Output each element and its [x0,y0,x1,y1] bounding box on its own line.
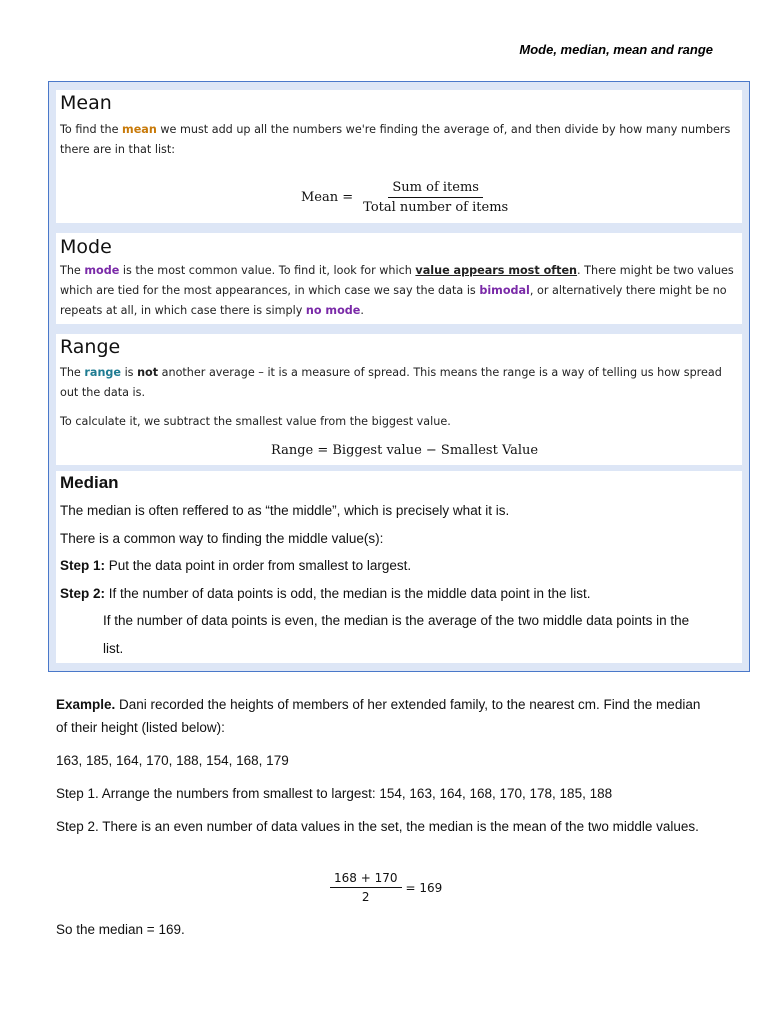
range-formula: Range = Biggest value − Smallest Value [271,443,539,458]
median-card [56,471,742,663]
example-label: Example. [56,697,116,712]
mean-formula-numerator: Sum of items [388,180,483,198]
mode-keyword-no-mode: no mode [305,304,361,317]
mode-text-5: . [360,304,364,317]
example-conclusion: So the median = 169. [56,922,185,937]
median-step-1-label: Step 1: [60,558,106,573]
median-step-2-label: Step 2: [60,585,106,601]
example-step-1: Step 1. Arrange the numbers from smallest to largest: 154, 163, 164, 168, 170, 178, 185, 188 [56,786,613,801]
range-description [60,363,742,403]
example-data: 163, 185, 164, 170, 188, 154, 168, 179 [56,753,289,768]
mode-heading: Mode [60,236,112,258]
mean-text-1: To find the [60,123,123,136]
mode-keyword-value-appears-most-often: value appears most often [415,264,578,277]
median-calculation-denominator: 2 [361,890,370,904]
document-header-title: Mode, median, mean and range [519,42,713,57]
mode-keyword-bimodal: bimodal [479,284,530,297]
median-calculation-numerator: 168 + 170 [330,871,402,888]
mode-text-1: The [60,264,85,277]
mean-formula [301,180,512,215]
median-step-2-text: If the number of data points is odd, the median is the middle data point in the list. [105,585,591,601]
mode-card [56,233,742,324]
range-text-3: another average – it is a measure of spread. This means the range is a way of telling us how spread out the data is. [60,366,722,399]
median-paragraph-1: The median is often reffered to as “the middle”, which is precisely what it is. [60,503,510,518]
example-intro [56,693,706,739]
median-heading: Median [60,473,119,492]
mean-description [60,120,742,160]
median-calculation-result: = 169 [405,880,443,895]
median-step-2 [60,580,742,608]
median-calculation-fraction [330,871,402,904]
mode-text-3: . There might be two values which are tied for the most appearances, in which case we say the data is [60,264,734,297]
mode-text-4: , or alternatively there might be no repeats at all, in which case there is simply [60,284,727,317]
median-step-1 [60,552,742,580]
range-text-1: The [60,366,85,379]
example-step-2: Step 2. There is an even number of data values in the set, the median is the mean of the two middle values. [56,819,699,834]
median-step-1-text: Put the data point in order from smallest to largest. [105,558,412,573]
median-calculation [330,871,442,904]
mode-keyword: mode [84,264,120,277]
mean-formula-lhs: Mean = [301,190,354,205]
range-heading: Range [60,336,121,358]
mean-keyword: mean [122,123,157,136]
range-text-2: is [121,366,138,379]
example-text: Dani recorded the heights of members of her extended family, to the nearest cm. Find the median of their height (listed below): [56,697,701,735]
range-calculation-text: To calculate it, we subtract the smallest value from the biggest value. [60,415,451,428]
median-paragraph-2: There is a common way to finding the middle value(s): [60,530,384,546]
mean-formula-fraction [359,180,512,215]
mean-formula-denominator: Total number of items [363,200,509,215]
mean-heading: Mean [60,92,112,114]
mode-text-2: is the most common value. To find it, look for which [119,264,416,277]
median-step-2-even: If the number of data points is even, the median is the average of the two middle data points in the list. [103,613,690,656]
range-keyword: range [84,366,122,379]
mean-text-2: we must add up all the numbers we're finding the average of, and then divide by how many numbers there are in that list: [60,123,731,156]
range-keyword-not: not [137,366,159,379]
mode-description [60,261,742,321]
